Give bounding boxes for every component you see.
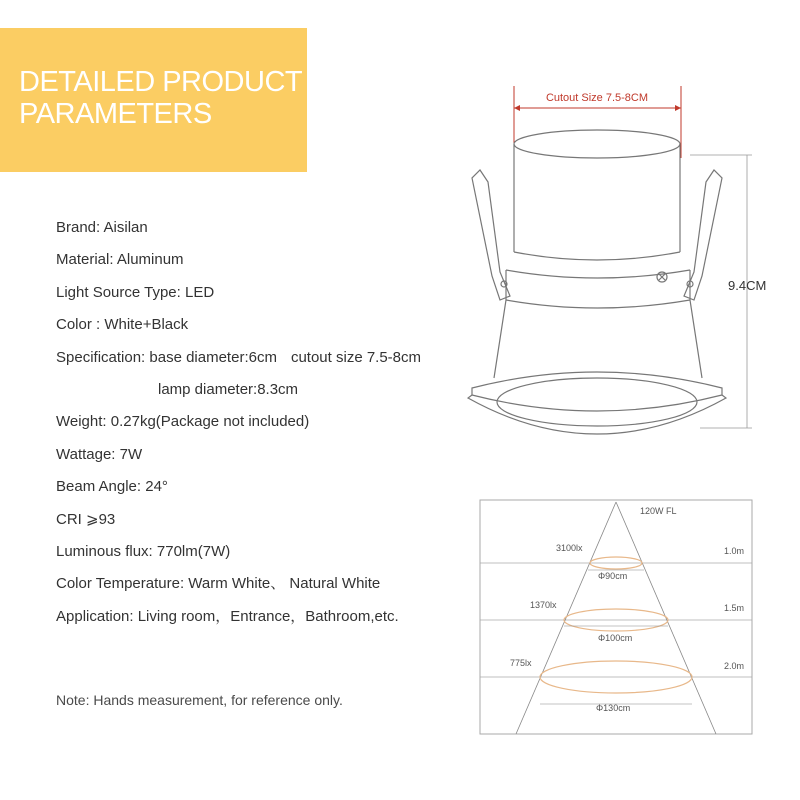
beam-edge-left: [516, 502, 616, 734]
spec-beam-angle: Beam Angle: 24°: [56, 478, 168, 496]
housing-top-rim: [514, 130, 680, 158]
body-right: [690, 300, 702, 378]
lamp-drawing: [468, 86, 752, 434]
beam-diameter-1: Φ90cm: [598, 571, 628, 581]
beam-diameter-2: Φ100cm: [598, 633, 633, 643]
spec-wattage: Wattage: 7W: [56, 445, 143, 463]
spec-base-diameter: Specification: base diameter:6cm: [56, 348, 277, 366]
light-opening: [497, 378, 697, 426]
spec-application: Application: Living room，Entrance，Bathroom,etc.: [56, 607, 399, 625]
spec-color: Color : White+Black: [56, 316, 189, 334]
cutout-arrow-right: [675, 105, 681, 111]
beam-diagram: [480, 500, 752, 734]
cutout-arrow-left: [514, 105, 520, 111]
height-label: 9.4CM: [728, 278, 767, 293]
beam-lux-1: 3100lx: [556, 543, 583, 553]
spec-weight: Weight: 0.27kg(Package not included): [56, 413, 310, 431]
beam-diameter-3: Φ130cm: [596, 703, 631, 713]
page-title-line2: PARAMETERS: [19, 98, 212, 130]
spec-cutout-size: cutout size 7.5-8cm: [290, 348, 422, 366]
spec-cri: CRI ⩾93: [56, 510, 116, 528]
spec-light-source: Light Source Type: LED: [56, 283, 215, 301]
spec-material: Material: Aluminum: [56, 251, 184, 269]
beam-lux-3: 775lx: [510, 658, 532, 668]
beam-frame: [480, 500, 752, 734]
spec-lamp-diameter: lamp diameter:8.3cm: [158, 380, 299, 398]
body-left: [494, 300, 506, 378]
beam-distance-1: 1.0m: [724, 546, 745, 556]
cutout-size-label: Cutout Size 7.5-8CM: [545, 92, 649, 104]
flange-outer: [468, 395, 726, 434]
beam-lux-2: 1370lx: [530, 600, 557, 610]
spec-luminous-flux: Luminous flux: 770lm(7W): [56, 542, 231, 560]
spec-color-temperature: Color Temperature: Warm White、 Natural White: [56, 575, 381, 593]
beam-distance-3: 2.0m: [724, 661, 745, 671]
housing-band-bottom: [506, 300, 690, 308]
beam-edge-right: [616, 502, 716, 734]
beam-header: 120W FL: [640, 506, 677, 516]
beam-distance-2: 1.5m: [724, 603, 745, 613]
housing-band-top: [514, 252, 680, 260]
measurement-note: Note: Hands measurement, for reference only.: [56, 692, 343, 708]
page-title-line1: DETAILED PRODUCT: [19, 66, 303, 98]
spec-brand: Brand: Aisilan: [56, 219, 148, 236]
